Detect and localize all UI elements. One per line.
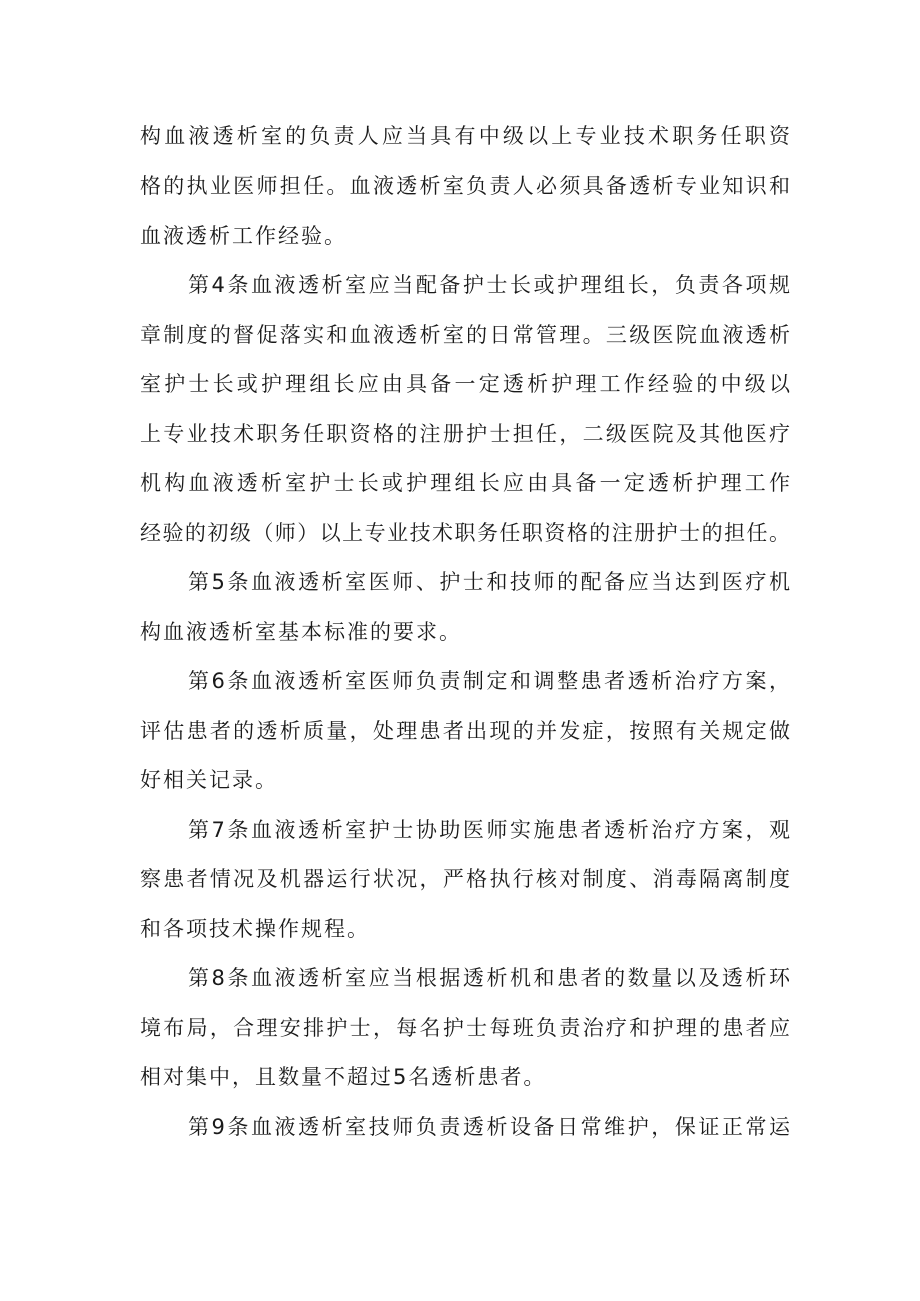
- text-line: 和各项技术操作规程。: [140, 917, 370, 941]
- text-line: 构血液透析室的负责人应当具有中级以上专业技术职务任职资: [140, 124, 790, 148]
- text-line: 构血液透析室基本标准的要求。: [140, 620, 462, 644]
- text-line: 评估患者的透析质量，处理患者出现的并发症，按照有关规定做: [140, 719, 790, 743]
- text-line: 血液透析工作经验。: [140, 224, 347, 248]
- text-line: 第4条血液透析室应当配备护士长或护理组长，负责各项规: [188, 273, 790, 297]
- text-line: 第9条血液透析室技师负责透析设备日常维护，保证正常运: [188, 1115, 790, 1139]
- text-line: 第5条血液透析室医师、护士和技师的配备应当达到医疗机: [188, 570, 790, 594]
- text-line: 章制度的督促落实和血液透析室的日常管理。三级医院血液透析: [140, 323, 790, 347]
- text-line: 格的执业医师担任。血液透析室负责人必须具备透析专业知识和: [140, 174, 790, 198]
- text-line: 察患者情况及机器运行状况，严格执行核对制度、消毒隔离制度: [140, 867, 790, 891]
- text-line: 相对集中，且数量不超过5名透析患者。: [140, 1065, 547, 1089]
- text-line: 上专业技术职务任职资格的注册护士担任，二级医院及其他医疗: [140, 422, 790, 446]
- text-line: 第7条血液透析室护士协助医师实施患者透析治疗方案，观: [188, 818, 790, 842]
- text-line: 机构血液透析室护士长或护理组长应由具备一定透析护理工作: [140, 471, 790, 495]
- text-line: 第6条血液透析室医师负责制定和调整患者透析治疗方案，: [188, 669, 790, 693]
- text-line: 室护士长或护理组长应由具备一定透析护理工作经验的中级以: [140, 372, 790, 396]
- text-line: 好相关记录。: [140, 768, 278, 792]
- text-line: 第8条血液透析室应当根据透析机和患者的数量以及透析环: [188, 966, 790, 990]
- text-line: 经验的初级（师）以上专业技术职务任职资格的注册护士的担任。: [140, 521, 790, 545]
- text-line: 境布局，合理安排护士，每名护士每班负责治疗和护理的患者应: [140, 1016, 790, 1040]
